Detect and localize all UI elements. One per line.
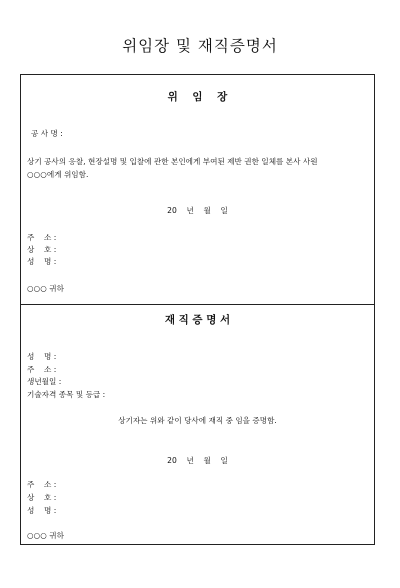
delegation-heading: 위 임 장 bbox=[167, 91, 228, 103]
employment-date-line: 20 년 월 일 bbox=[167, 456, 228, 465]
employment-recipient: ○○○ 귀하 bbox=[27, 531, 64, 540]
delegation-statement-line1: 상기 공사의 응찰, 현장설명 및 입찰에 관한 본인에게 부여된 제반 권한 일체를 본사 사원 bbox=[27, 157, 318, 166]
delegation-date-line: 20 년 월 일 bbox=[167, 206, 228, 215]
employment-birthdate-label: 생년월일 : bbox=[27, 377, 62, 386]
employment-heading: 재 직 증 명 서 bbox=[164, 314, 231, 326]
delegation-recipient: ○○○ 귀하 bbox=[27, 284, 64, 293]
section-divider bbox=[21, 304, 374, 305]
document-frame bbox=[20, 74, 375, 545]
employment-name-label: 성 명 : bbox=[27, 352, 57, 361]
delegation-name-label: 성 명 : bbox=[27, 257, 57, 266]
delegation-address-label: 주 소 : bbox=[27, 233, 57, 242]
employment-issuer-trade-name-label: 상 호 : bbox=[27, 493, 57, 502]
delegation-company-label: 공 사 명 : bbox=[31, 129, 63, 138]
employment-issuer-address-label: 주 소 : bbox=[27, 480, 57, 489]
delegation-statement-line2: ○○○에게 위임함. bbox=[27, 170, 89, 179]
employment-address-label: 주 소 : bbox=[27, 365, 57, 374]
document-title: 위임장 및 재직증명서 bbox=[122, 37, 278, 55]
employment-statement: 상기자는 위와 같이 당사에 재직 중 임을 증명함. bbox=[118, 416, 277, 425]
employment-certification-label: 기술자격 종목 및 등급 : bbox=[27, 390, 106, 399]
employment-issuer-name-label: 성 명 : bbox=[27, 506, 57, 515]
delegation-trade-name-label: 상 호 : bbox=[27, 245, 57, 254]
